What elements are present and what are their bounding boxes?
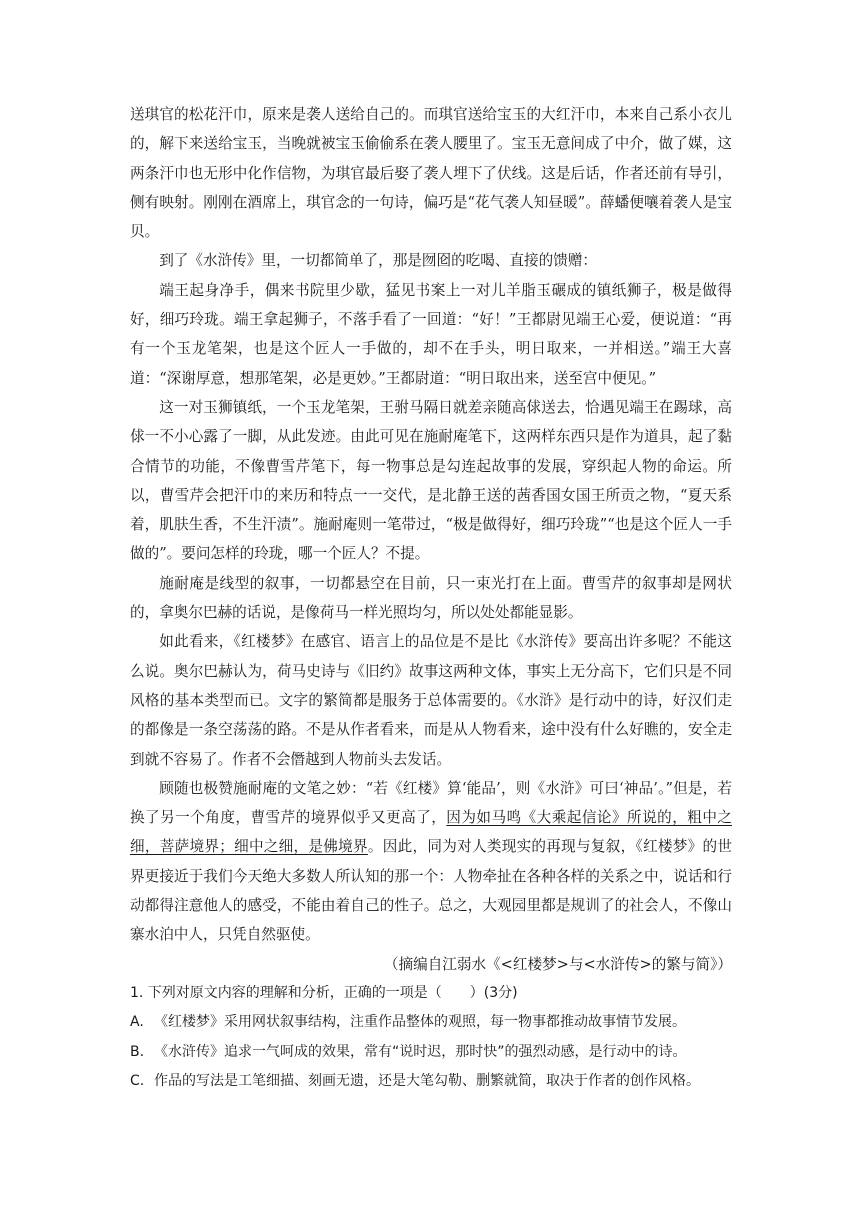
option-text: 作品的写法是工笔细描、刻画无遗，还是大笔勾勒、删繁就简，取决于作者的创作风格。 bbox=[154, 1072, 700, 1089]
underlined-sentence: 因为如马鸣《大乘起信论》所说的，粗中之细，菩萨境界；细中之细，是佛境界 bbox=[130, 809, 732, 856]
paragraph-7-end: 。因此，同为对人类现实的再现与复叙，《红楼梦》的世界更接近于我们今天绝大多数人所认知的那一个：人物牵扯在各种各样的关系之中，说话和行动都得注意他人的感受，不能由着自己的性子。总之，大观园里都是规训了的社会人，不像山寨水泊中人，只凭自然驱使。 bbox=[130, 838, 732, 944]
option-label: A. bbox=[130, 1014, 144, 1031]
option-b bbox=[130, 1038, 732, 1067]
question-1 bbox=[130, 979, 732, 1096]
paragraph-2: 到了《水浒传》里，一切都简单了，那是囫囵的吃喝、直接的馈赠： bbox=[159, 252, 598, 270]
option-text: 《红楼梦》采用网状叙事结构，注重作品整体的观照，每一物事都推动故事情节发展。 bbox=[154, 1014, 686, 1031]
option-label: B. bbox=[130, 1043, 145, 1060]
paragraph-7-start: 顾随也极赞施耐庵的文笔之妙：“若《红楼》算‘能品’，则《水浒》可曰‘神品’。”但是，若换了另一个角度，曹雪芹的境界似乎又更高了， bbox=[130, 779, 732, 827]
paragraph-6: 如此看来，《红楼梦》在感官、语言上的品位是不是比《水浒传》要高出许多呢？不能这么说。奥尔巴赫认为，荷马史诗与《旧约》故事这两种文体，事实上无分高下，它们只是不同风格的基本类型而已。文字的繁简都是服务于总体需要的。《水浒》是行动中的诗，好汉们走的都像是一条空荡荡的路。不是从作者看来，而是从人物看来，途中没有什么好瞧的，安全走到就不容易了。作者不会僭越到人物前头去发话。 bbox=[130, 633, 732, 768]
option-label: C. bbox=[130, 1072, 145, 1089]
source-citation: （摘编自江弱水《<红楼梦>与<水浒传>的繁与简》） bbox=[383, 955, 732, 973]
option-text: 《水浒传》追求一气呵成的效果，常有“说时迟，那时快”的强烈动感，是行动中的诗。 bbox=[154, 1043, 687, 1060]
option-c bbox=[130, 1067, 732, 1096]
document-body bbox=[130, 100, 732, 1096]
paragraph-1: 送琪官的松花汗巾，原来是袭人送给自己的。而琪官送给宝玉的大红汗巾，本来自己系小衣儿的，解下来送给宝玉，当晚就被宝玉偷偷系在袭人腰里了。宝玉无意间成了中介，做了媒，这两条汗巾也无形中化作信物，为琪官最后娶了袭人埋下了伏线。这是后话，作者还前有导引，侧有映射。刚刚在酒席上，琪官念的一句诗，偏巧是“花气袭人知昼暖”。薛蟠便嚷着袭人是宝贝。 bbox=[130, 106, 732, 241]
paragraph-7 bbox=[130, 774, 732, 950]
option-a bbox=[130, 1008, 732, 1037]
question-stem: 1. 下列对原文内容的理解和分析，正确的一项是（ ）(3分) bbox=[130, 984, 518, 1001]
quoted-excerpt: 端王起身净手，偶来书院里少歇，猛见书案上一对儿羊脂玉碾成的镇纸狮子，极是做得好，细巧玲珑。端王拿起狮子，不落手看了一回道：“好！”王都尉见端王心爱，便说道：“再有一个玉龙笔架，也是这个匠人一手做的，却不在手头，明日取来，一并相送。”端王大喜道：“深谢厚意，想那笔架，必是更妙。”王都尉道：“明日取出来，送至宫中便见。” bbox=[130, 281, 732, 387]
paragraph-5: 施耐庵是线型的叙事，一切都悬空在目前，只一束光打在上面。曹雪芹的叙事却是网状的，拿奥尔巴赫的话说，是像荷马一样光照均匀，所以处处都能显影。 bbox=[130, 574, 732, 622]
paragraph-4: 这一对玉狮镇纸，一个玉龙笔架，王驸马隔日就差亲随高俅送去，恰遇见端王在踢球，高俅一不小心露了一脚，从此发迹。由此可见在施耐庵笔下，这两样东西只是作为道具，起了黏合情节的功能，不像曹雪芹笔下，每一物事总是勾连起故事的发展，穿织起人物的命运。所以，曹雪芹会把汗巾的来历和特点一一交代，是北静王送的茜香国女国王所贡之物，“夏天系着，肌肤生香，不生汗渍”。施耐庵则一笔带过，“极是做得好，细巧玲珑”“也是这个匠人一手做的”。要问怎样的玲珑，哪一个匠人？不提。 bbox=[130, 398, 732, 563]
